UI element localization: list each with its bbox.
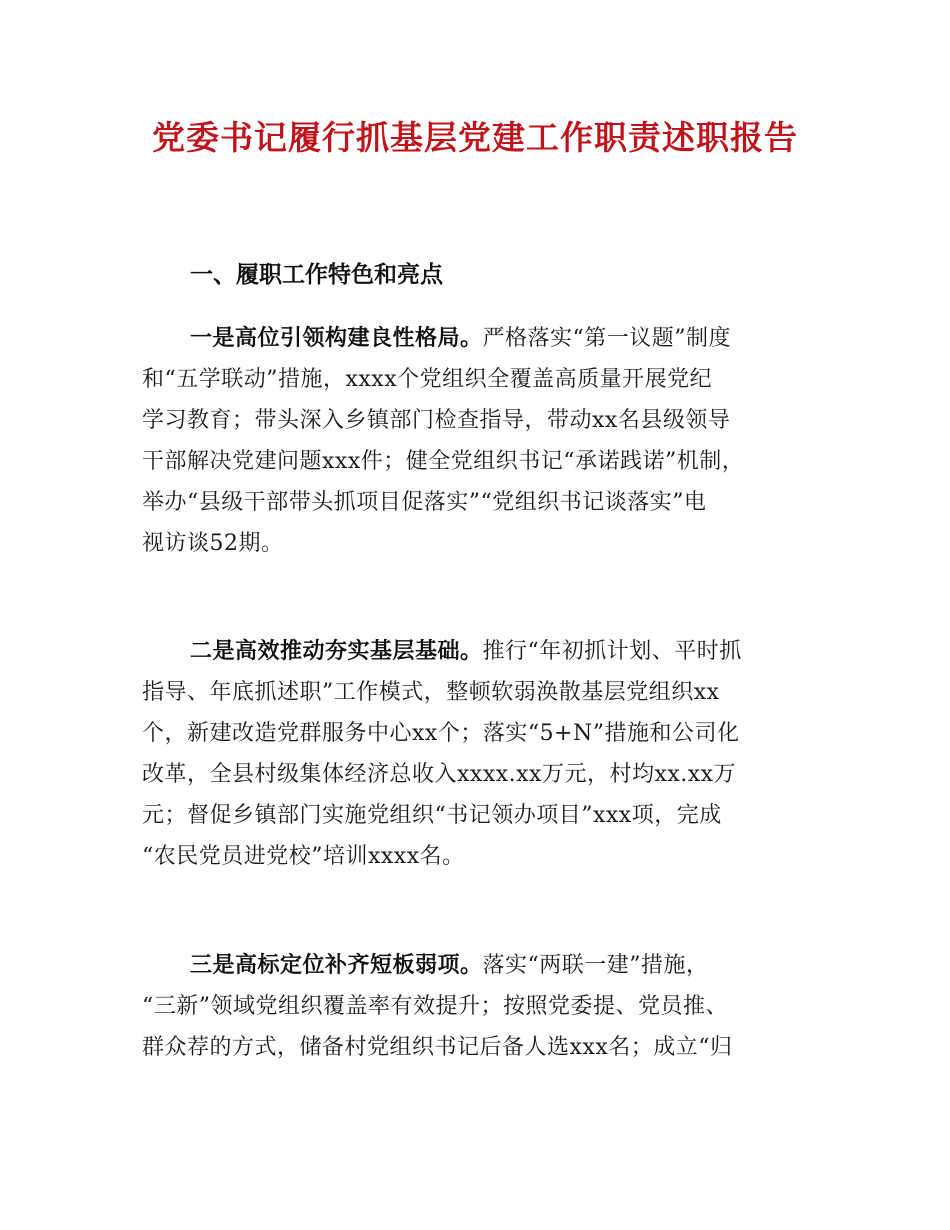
paragraph-line <box>142 945 822 986</box>
paragraph-1 <box>142 318 822 564</box>
paragraph-line: 干部解决党建问题xxx件；健全党组织书记“承诺践诺”机制， <box>142 449 745 474</box>
paragraph-3 <box>142 945 822 1068</box>
section-heading: 一、履职工作特色和亮点 <box>190 262 443 288</box>
paragraph-line: 视访谈52期。 <box>142 531 284 556</box>
paragraph-lead: 三是高标定位补齐短板弱项。 <box>190 953 483 978</box>
paragraph-2 <box>142 631 822 877</box>
paragraph-text: 推行“年初抓计划、平时抓 <box>482 639 742 664</box>
paragraph-line: 指导、年底抓述职”工作模式，整顿软弱涣散基层党组织xx <box>142 680 720 705</box>
paragraph-line: 群众荐的方式，储备村党组织书记后备人选xxx名；成立“归 <box>142 1035 733 1060</box>
paragraph-line: “农民党员进党校”培训xxxx名。 <box>142 844 465 869</box>
paragraph-line: 和“五学联动”措施，xxxx个党组织全覆盖高质量开展党纪 <box>142 367 713 392</box>
paragraph-lead: 二是高效推动夯实基层基础。 <box>190 639 483 664</box>
paragraph-line: “三新”领域党组织覆盖率有效提升；按照党委提、党员推、 <box>142 994 728 1019</box>
paragraph-text: 落实“两联一建”措施， <box>482 953 709 978</box>
paragraph-line: 元；督促乡镇部门实施党组织“书记领办项目”xxx项，完成 <box>142 803 722 828</box>
paragraph-line: 举办“县级干部带头抓项目促落实”“党组织书记谈落实”电 <box>142 490 707 515</box>
paragraph-line <box>142 631 822 672</box>
paragraph-line: 个，新建改造党群服务中心xx个；落实“5+N”措施和公司化 <box>142 721 740 746</box>
paragraph-line <box>142 318 822 359</box>
paragraph-line: 学习教育；带头深入乡镇部门检查指导，带动xx名县级领导 <box>142 408 731 433</box>
paragraph-line: 改革，全县村级集体经济总收入xxxx.xx万元，村均xx.xx万 <box>142 762 737 787</box>
paragraph-lead: 一是高位引领构建良性格局。 <box>190 326 483 351</box>
paragraph-text: 严格落实“第一议题”制度 <box>482 326 732 351</box>
document-title: 党委书记履行抓基层党建工作职责述职报告 <box>152 118 798 157</box>
